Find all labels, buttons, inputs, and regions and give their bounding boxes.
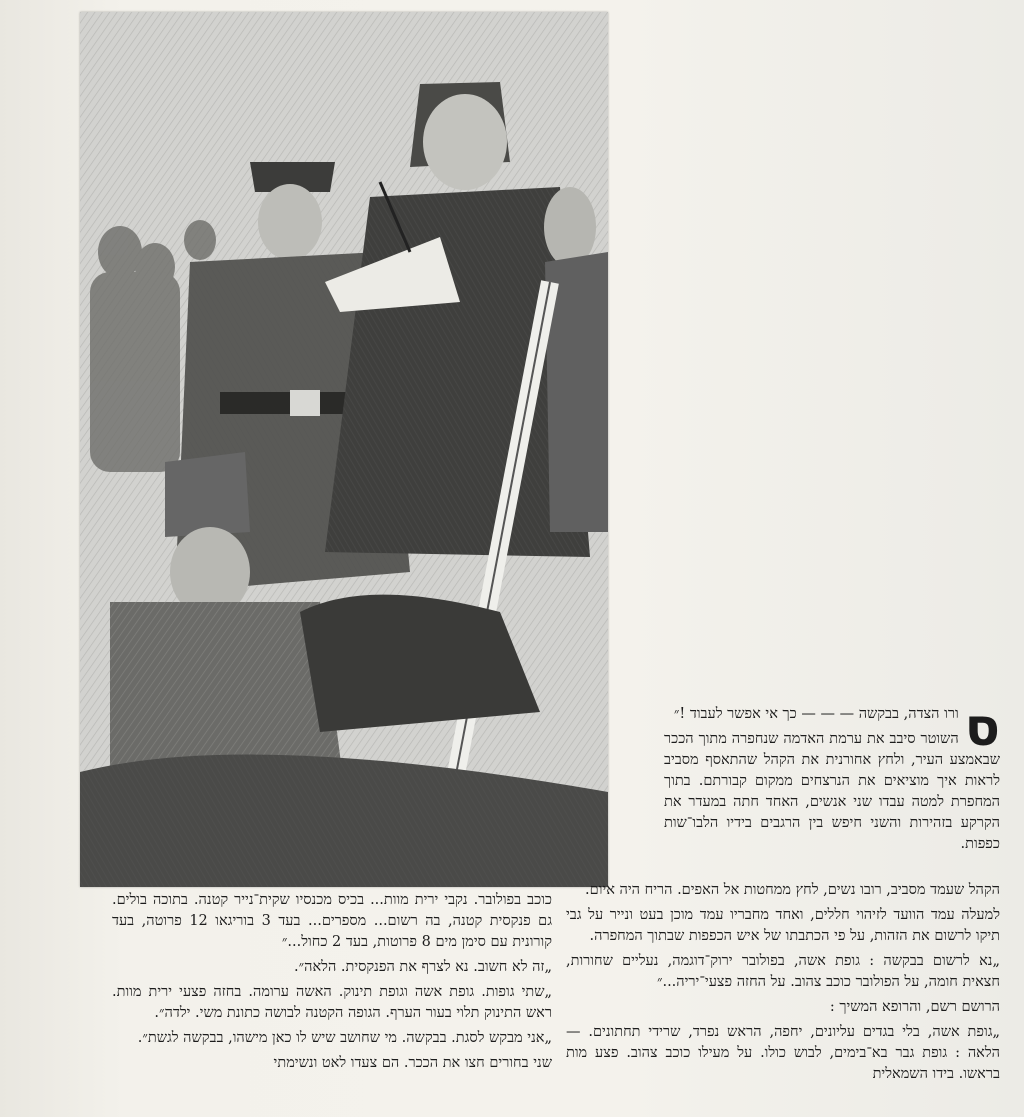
paragraph: „גופת אשה, בלי בגדים עליונים, יחפה, הראש נפרד, שרידי תחתונים. — הלאה : גופת גבר בא־בימים, לבוש כולו. על מעילו כוכב צהוב. פצע מות בראשו. בידו השמאלית xyxy=(566,1024,1000,1082)
paragraph: כוכב בפולובר. נקבי ירית מוות... בכיס מכנסיו שקית־נייר קטנה. בתוכה בולים. גם פנקסית קטנה, בה רשום... מספרים... בעד 3 בוריגאו 12 פרוטה, בעד קורונית עם סימן מים 8 פרוטות, בעד 2 כחול...״ xyxy=(112,892,553,950)
paragraph: הקהל שעמד מסביב, רובו נשים, לחץ ממחטות אל האפים. הריח היה איום. xyxy=(585,882,1000,898)
paragraph: למעלה עמד הוועד לזיהוי חללים, ואחד מחבריו עמד מוכן בעט ונייר על גבי תיקו לרשום את הזהות, על פי הכתבתו של איש הכפפות שבתוך המחפרה. xyxy=(566,907,1000,944)
drop-cap: ס xyxy=(964,698,1000,758)
article-right-column xyxy=(566,880,1000,1089)
paragraph: „זה לא חשוב. נא לצרף את הפנקסית. הלאה״. xyxy=(294,959,552,975)
paragraph: „נא לרשום בבקשה : גופת אשה, בפולובר ירוק־דוגמה, נעליים שחורות, חצאית חומה, על הפולובר כוכב צהוב. על החזה פצעי־יריה...״ xyxy=(566,953,1000,990)
paragraph: השוטר סיבב את ערמת האדמה שנחפרה מתוך הככר שבאמצע העיר, ולחץ אחורנית את הקהל שהתאסף מסביב לראות איך מוציאים את הנרצחים ממקום קבורתם. בתוך המחפרת למטה עבדו שני אנשים, האחד חתה במעדר את הקרקע בזהירות והשני חיפש בין הרגבים בידיו הלבו־שות כפפות. xyxy=(664,731,1000,852)
pencil-illustration xyxy=(80,12,608,887)
article-left-column xyxy=(112,890,552,1078)
paragraph: שני בחורים חצו את הככר. הם צעדו לאט ונשימתי xyxy=(273,1055,552,1071)
paragraph: „אני מבקש לסגת. בבקשה. מי שחושב שיש לו כאן מישהו, בבקשה לגשת״. xyxy=(137,1030,552,1046)
paragraph: ורו הצדה, בבקשה — — — כך אי אפשר לעבוד !״ xyxy=(673,706,959,722)
paragraph: „שתי גופות. גופת אשה וגופת תינוק. האשה ערומה. בחזה פצעי ירית מוות. ראש התינוק תלוי בעור הערף. הגופה הקטנה לבושה כתונת משי. ילדה״. xyxy=(112,984,552,1021)
paragraph: הרושם רשם, והרופא המשיך : xyxy=(829,999,1000,1015)
article-right-column-intro xyxy=(664,698,1000,859)
illustration-drawing xyxy=(80,12,608,887)
